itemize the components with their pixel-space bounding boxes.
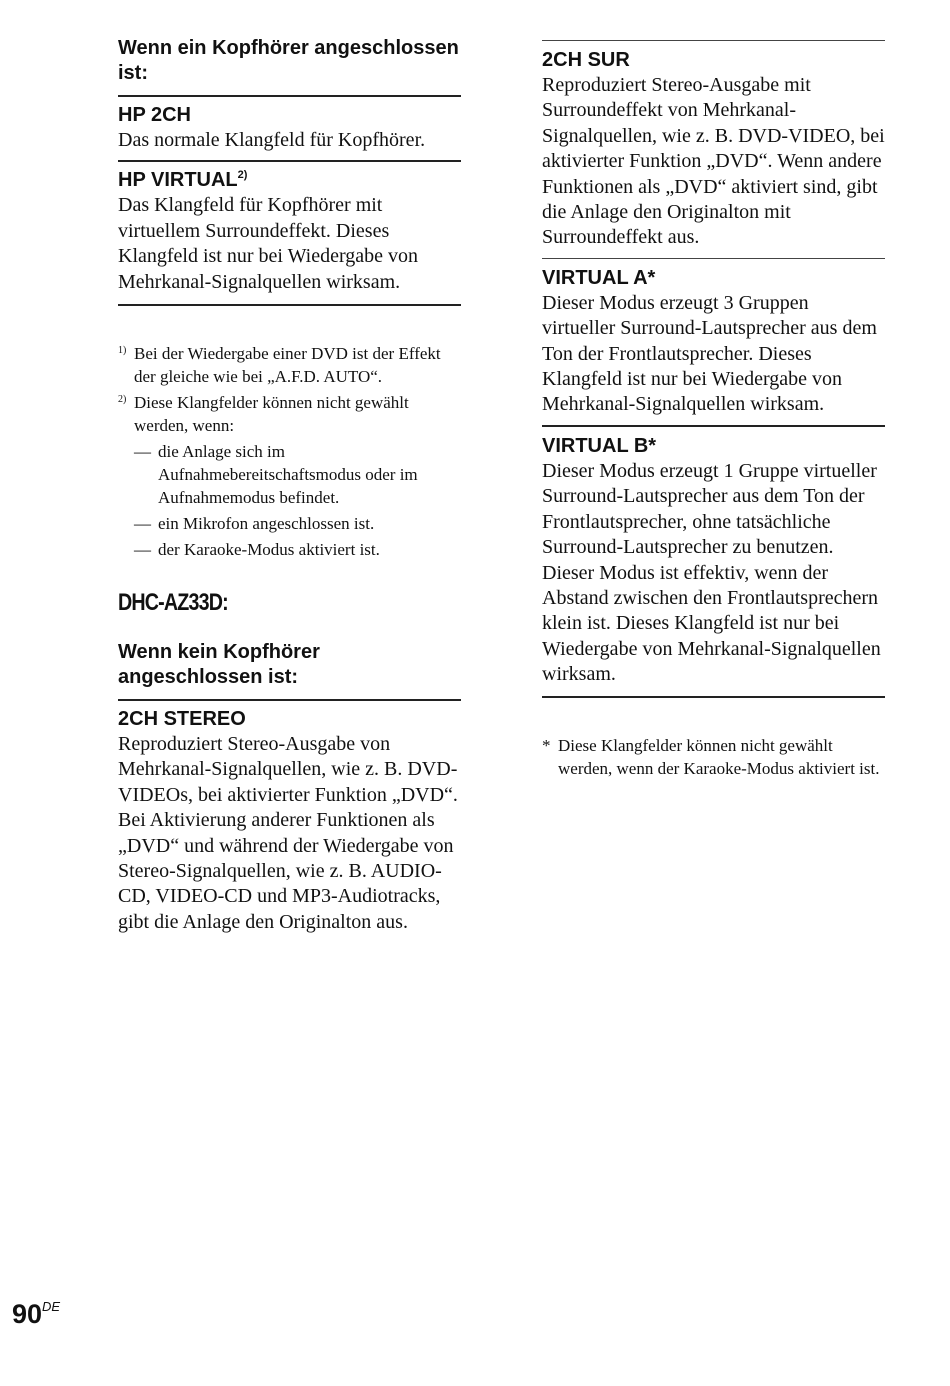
condition-text: ein Mikrofon angeschlossen ist. <box>158 514 375 534</box>
page-number <box>12 1298 60 1330</box>
footnote-1 <box>118 342 461 388</box>
left-column <box>118 0 461 935</box>
entry-title: 2CH STEREO <box>118 708 246 731</box>
footnotes <box>118 342 461 561</box>
entry-title: HP VIRTUAL$^{2)}$ <box>118 169 248 192</box>
condition-item <box>118 440 461 509</box>
entry-body: Dieser Modus erzeugt 3 Gruppen virtueller Surround-Lautsprecher aus dem Ton der Frontlautsprecher. Dieses Klangfeld ist nur bei Wiedergabe von Mehrkanal-Signalquellen wirksam. <box>542 291 877 416</box>
page-language-code: DE <box>42 1299 61 1314</box>
entry-body: Reproduziert Stereo-Ausgabe von Mehrkanal-Signalquellen, wie z. B. DVD-VIDEOs, bei aktivierter Funktion „DVD“. Bei Aktivierung anderer Funktionen als „DVD“ und während der Wiedergabe von Stereo-Signalquellen, wie z. B. AUDIO-CD, VIDEO-CD und MP3-Audiotracks, gibt die Anlage den Originalton aus. <box>118 733 458 933</box>
page-number-value: 90 <box>12 1299 43 1329</box>
entry-title: VIRTUAL B* <box>542 434 657 457</box>
footnote-2 <box>118 391 461 437</box>
entry-2ch-sur <box>542 47 885 251</box>
entry-body: Reproduziert Stereo-Ausgabe mit Surroundeffekt von Mehrkanal-Signalquellen, wie z. B. DVD-VIDEO, bei aktivierter Funktion „DVD“. Wenn andere Funktionen als „DVD“ aktiviert sind, gibt die Anlage den Originalton mit Surroundeffekt aus. <box>542 74 885 249</box>
entry-body: Das Klangfeld für Kopfhörer mit virtuellem Surroundeffekt. Dieses Klangfeld ist nur bei Wiedergabe von Mehrkanal-Signalquellen wirksam. <box>118 194 419 293</box>
footnote-mark: 1) <box>118 345 127 357</box>
entry-hp-virtual <box>118 167 461 295</box>
asterisk-mark: * <box>542 735 551 755</box>
entry-body: Dieser Modus erzeugt 1 Gruppe virtueller Surround-Lautsprecher aus dem Ton der Frontlautsprecher, ohne tatsächliche Surround-Lautsprecher zu benutzen. Dieser Modus ist effektiv, wenn der Abstand zwischen den Frontlautsprechern klein ist. Dieses Klangfeld ist nur bei Wiedergabe von Mehrkanal-Signalquellen wirksam. <box>542 459 881 686</box>
footnote-text: Bei der Wiedergabe einer DVD ist der Effekt der gleiche wie bei „A.F.D. AUTO“. <box>134 344 441 387</box>
entry-hp-2ch <box>118 102 461 153</box>
footnote-ref: 2) <box>237 169 248 182</box>
entry-virtual-a <box>542 265 885 418</box>
entry-title: 2CH SUR <box>542 49 630 71</box>
condition-item <box>118 538 461 561</box>
entry-title: HP 2CH <box>118 104 191 126</box>
heading-without-headphones: Wenn kein Kopfhörer angeschlossen ist: <box>118 641 320 689</box>
model-title: DHC-AZ33D: <box>118 589 228 617</box>
condition-item <box>118 512 461 535</box>
entry-body: Das normale Klangfeld für Kopfhörer. <box>118 129 426 151</box>
footnote-text: Diese Klangfelder können nicht gewählt werden, wenn: <box>134 393 409 436</box>
footnote-mark: 2) <box>118 394 127 406</box>
right-column <box>542 0 885 780</box>
condition-text: die Anlage sich im Aufnahmebereitschaftsmodus oder im Aufnahmemodus befindet. <box>158 442 418 508</box>
entry-title: VIRTUAL A* <box>542 266 656 289</box>
condition-text: der Karaoke-Modus aktiviert ist. <box>158 540 380 560</box>
dash-mark: — <box>134 540 151 560</box>
asterisk-note <box>542 734 885 780</box>
asterisk-note-text: Diese Klangfelder können nicht gewählt werden, wenn der Karaoke-Modus aktiviert ist. <box>558 735 880 778</box>
entry-2ch-stereo <box>118 706 461 935</box>
entry-virtual-b <box>542 433 885 688</box>
dash-mark: — <box>134 514 151 534</box>
heading-with-headphones: Wenn ein Kopfhörer angeschlossen ist: <box>118 37 459 84</box>
dash-mark: — <box>134 442 151 462</box>
